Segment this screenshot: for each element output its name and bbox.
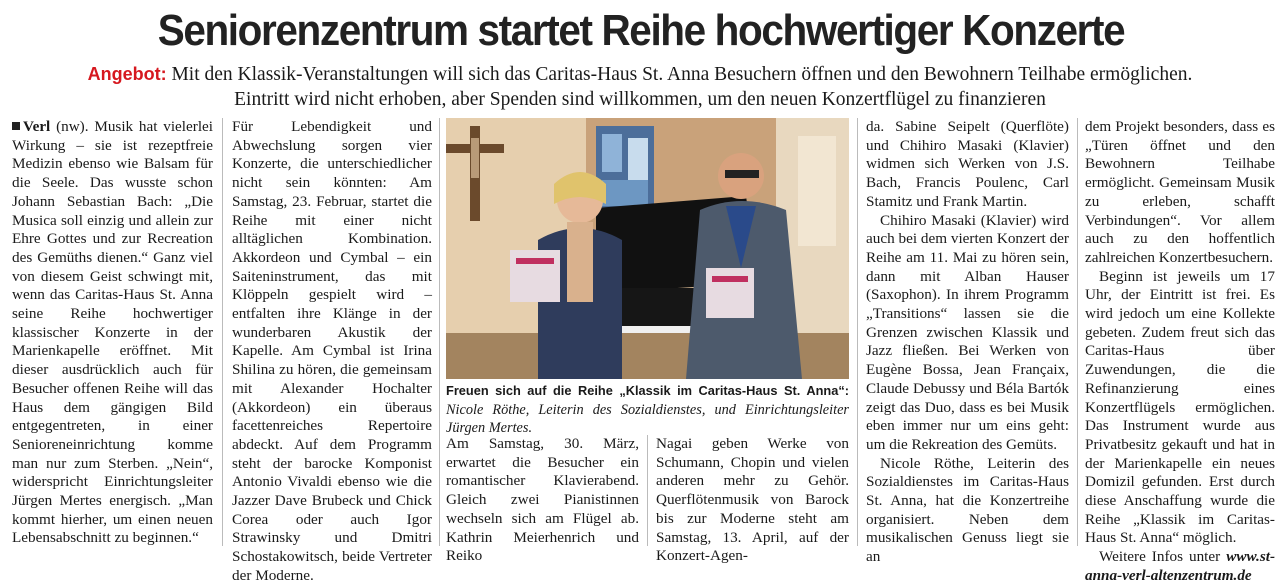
column-1-paragraph-1: (nw). Musik hat vielerlei Wirkung – sie ist rezeptfreie Medizin ebenso wie Balsam für die Seele. Das wusste schon Johann Sebastian Bach: „Die Musica soll einzig und allein zur Ehre Gottes und zur Recreation des Gemüths dienen.“ Ganz viel von diesem Geist schwingt mit, wenn das Caritas-Haus St. Anna seine Reihe hochwertiger klassischer Konzerte in der Marienkapelle eröffnet. Mit dieser ausdrücklich auch für Besucher offenen Reihe will das Haus dem gängigen Bild entgegentreten, in einer Senioreneinrichtung komme man nur zum Sterben. „Nein“, widerspricht Einrichtungsleiter Jürgen Mertes energisch. „Man kommt hierher, um einen neuen Lebensabschnitt zu beginnen.“ <box>12 118 213 547</box>
column-divider <box>222 118 223 546</box>
article-column-2 <box>232 118 432 586</box>
caption-text: Nicole Röthe, Leiterin des Sozialdienstes, und Einrichtungsleiter Jürgen Mertes. <box>446 401 849 436</box>
column-5-paragraph-1: da. Sabine Seipelt (Querflöte) und Chihiro Masaki (Klavier) widmen sich Werken von J.S. Bach, Francis Poulenc, Carl Stamitz und Frank Martin. <box>866 118 1069 210</box>
subheadline-kicker: Angebot: <box>87 64 167 84</box>
website-link[interactable]: www.st-anna-verl-altenzentrum.de <box>1085 548 1276 584</box>
article-column-5 <box>866 118 1069 567</box>
more-info-label: Weitere Infos unter <box>1099 548 1221 566</box>
subheadline <box>60 62 1220 112</box>
article-photo <box>446 118 849 379</box>
column-5-paragraph-2: Chihiro Masaki (Klavier) wird auch bei dem vierten Konzert der Reihe am 11. Mai zu hören sein, dann mit Alban Hauser (Saxophon). In ihrem Programm „Transitions“ lassen sie die Grenzen zwischen Klassik und Jazz fließen. Bei Werken von Eugène Bossa, Jean Françaix, Claude Debussy und Béla Bartók zeigt das Duo, dass es bei Musik eben immer nur um eins geht: um die Rekreation des Gemüts. <box>866 211 1069 453</box>
article-column-4 <box>656 435 849 566</box>
photo-illustration <box>446 118 849 379</box>
column-2-paragraph-1: Für Lebendigkeit und Abwechslung sorgen vier Konzerte, die unterschiedlicher nicht sein könnten: Am Samstag, 23. Februar, startet die Reihe mit einer nicht alltäglichen Kombination. Akkordeon und Cymbal – ein Saiteninstrument, das mit Klöppeln gespielt wird – entfalten ihre Klänge in der wunderbaren Akustik der Kapelle. Am Cymbal ist Irina Shilina zu hören, die gemeinsam mit Alexander Hochalter (Akkordeon) ein überaus facettenreiches Repertoire abdeckt. Auf dem Programm steht der barocke Komponist Antonio Vivaldi ebenso wie die Jazzer Dave Brubeck und Chick Corea oder auch Igor Strawinsky und Dmitri Schostakowitsch, beide Vertreter der Moderne. <box>232 118 432 584</box>
column-divider <box>647 435 648 546</box>
column-3-paragraph-1: Am Samstag, 30. März, erwartet die Besucher ein romantischer Klavierabend. Gleich zwei Pianistinnen wechseln sich am Flügel ab. Kathrin Meierhenrich und Reiko <box>446 435 639 565</box>
article-column-6 <box>1085 118 1275 586</box>
subheadline-text: Mit den Klassik-Veranstaltungen will sich das Caritas-Haus St. Anna Besuchern öffnen und den Bewohnern Teilhabe ermöglichen. Eintritt wird nicht erhoben, aber Spenden sind willkommen, um den neuen Konzertflügel zu finanzieren <box>171 64 1193 110</box>
column-4-paragraph-1: Nagai geben Werke von Schumann, Chopin und vielen anderen mehr zu Gehör. Querflötenmusik von Barock bis zur Moderne steht am Samstag, 13. April, auf der Konzert-Agen- <box>656 435 849 565</box>
headline: Seniorenzentrum startet Reihe hochwertiger Konzerte <box>157 6 1125 55</box>
caption-lead: Freuen sich auf die Reihe „Klassik im Caritas-Haus St. Anna“: <box>446 383 849 398</box>
column-6-paragraph-2: Beginn ist jeweils um 17 Uhr, der Eintritt ist frei. Es wird jedoch um eine Kollekte gebeten. Zudem freut sich das Caritas-Haus über Zuwendungen, die die Refinanzierung eines Konzertflügels ermöglichen. Das Instrument wurde aus Privatbesitz gekauft und hat in der Marienkapelle ein neues Domizil gefunden. Erst durch diese Anschaffung wurde die Reihe „Klassik im Caritas-Haus St. Anna“ möglich. <box>1085 267 1275 547</box>
dateline: Verl <box>23 118 51 135</box>
column-divider <box>1077 118 1078 546</box>
column-6-paragraph-1: dem Projekt besonders, dass es „Türen öffnet und den Bewohnern Teilhabe ermöglicht. Gemeinsam Musik zu erleben, schafft Verbindungen“. Vor allem auch zu den hoffentlich zahlreichen Konzertbesuchern. <box>1085 118 1275 266</box>
article-column-3 <box>446 435 639 566</box>
column-divider <box>857 118 858 546</box>
photo-caption <box>446 382 849 438</box>
dateline-square-icon <box>12 122 20 130</box>
article-column-1 <box>12 118 213 548</box>
column-5-paragraph-3: Nicole Röthe, Leiterin des Sozialdienstes im Caritas-Haus St. Anna, hat die Konzertreihe organisiert. Neben dem musikalischen Genuss liegt sie an <box>866 454 1069 566</box>
column-divider <box>439 118 440 546</box>
